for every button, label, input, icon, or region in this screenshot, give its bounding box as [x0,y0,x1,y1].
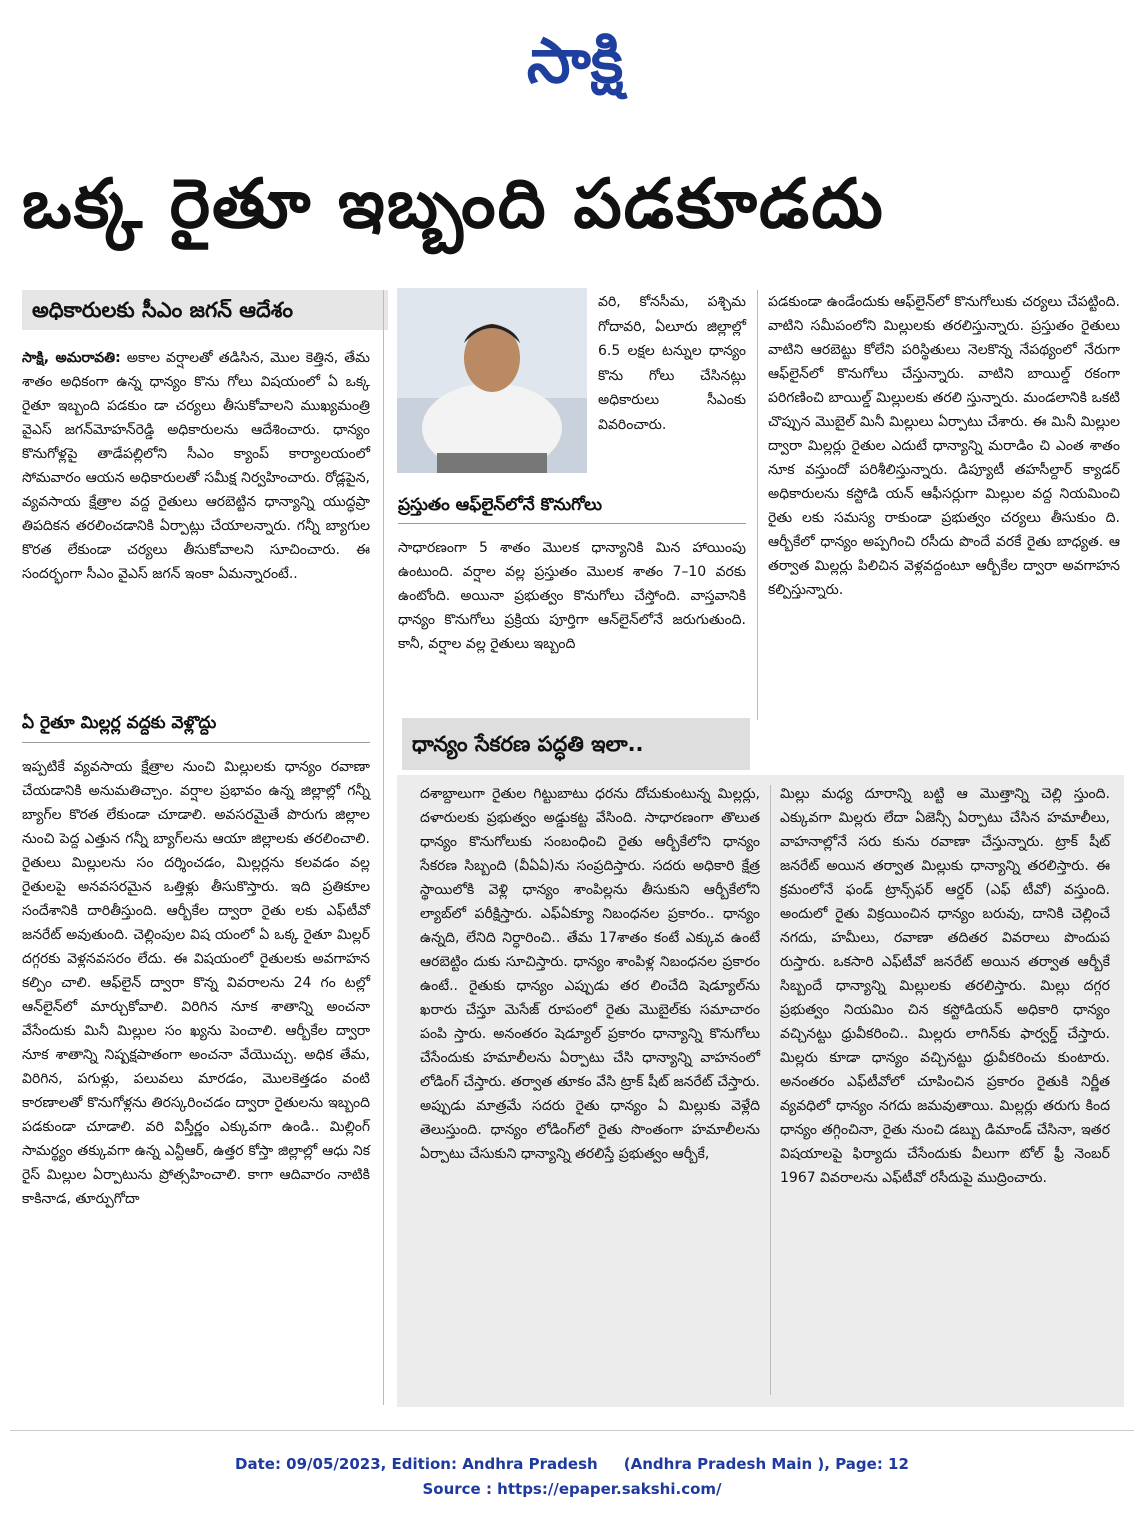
footer-source: Source : https://epaper.sakshi.com/ [422,1480,722,1498]
footer-date-edition: Date: 09/05/2023, Edition: Andhra Pradesh (Andhra Pradesh Main ), Page: 12 [235,1455,909,1473]
divider [10,1430,1134,1431]
text-beside-photo: వరి, కోనసీమ, పశ్చిమ గోదావరి, ఏలూరు జిల్లాల్లో 6.5 లక్షల టన్నుల ధాన్యం కొను గోలు చేసినట్లు అధికారులు సీఎంకు వివరించారు. [598,294,746,433]
byline: సాక్షి, అమరావతి: [22,350,121,366]
process-box-right: మిల్లు మధ్య దూరాన్ని బట్టి ఆ మొత్తాన్ని చెల్లి స్తుంది. ఎక్కువగా మిల్లరు లేదా ఏజెన్సీ ఏర్పాటు చేసిన హమాలీలు, వాహనాల్లోనే సరు కును రవాణా చేస్తున్నారు. ట్రాక్ షీట్ జనరేట్ అయిన తర్వాత మిల్లుకు ధాన్యాన్ని తరలిస్తారు. ఈ క్రమంలోనే ఫండ్ ట్రాన్స్‌ఫర్ ఆర్డర్ (ఎఫ్ టీవో) వస్తుంది. అందులో రైతు విక్రయించిన ధాన్యం బరువు, దానికి చెల్లించే నగదు, హమీలు, రవాణా తదితర వివరాలు పొందుప రుస్తారు. ఒకసారి ఎఫ్‌టీవో జనరేట్ అయిన తర్వాత ఆర్బీకే సిబ్బందే ధాన్యాన్ని మిల్లులకు తరలిస్తారు. మిల్లు దగ్గర ప్రభుత్వం నియమిం చిన కస్టోడియన్ అధికారి ధాన్యం వచ్చినట్టు ధ్రువీకరించి.. మిల్లరు లాగిన్‌కు ఫార్వర్డ్ చేస్తారు. మిల్లరు కూడా ధాన్యం వచ్చినట్టు ధ్రువీకరించు కుంటారు. అనంతరం ఎఫ్‌టీవోలో చూపించిన ప్రకారం రైతుకి నిర్ణీత వ్యవధిలో ధాన్యం నగదు జమవుతాయి. మిల్లర్లు తరుగు కింద ధాన్యం తగ్గించినా, రైతు నుంచి డబ్బు డిమాండ్ చేసినా, ఇతర విషయాలపై ఫిర్యాదు చేసేందుకు వీలుగా టోల్ ఫ్రీ నెంబర్ 1967 వివరాలను ఎఫ్‌టీవో రసీదుపై ముద్రించారు. [780,786,1110,1186]
masthead-logo [470,20,680,105]
subhead-col2: ప్రస్తుతం ఆఫ్‌లైన్‌లోనే కొనుగోలు [398,495,603,515]
masthead-text: సాక్షి [526,24,624,97]
divider [770,785,771,1395]
column-1-body: ఇప్పటికే వ్యవసాయ క్షేత్రాల నుంచి మిల్లులకు ధాన్యం రవాణా చేయడానికి అనుమతిచ్చాం. వర్షాల ప్రభావం ఉన్న జిల్లాల్లో గన్నీ బ్యాగ్‌ల కొరత లేకుండా చూడాలి. అవసరమైతే పొరుగు జిల్లాల నుంచి పెద్ద ఎత్తున గన్నీ బ్యాగ్‌లను ఆయా జిల్లాలకు తరలించాలి. రైతులు మిల్లులను సం దర్శించడం, మిల్లర్లను కలవడం వల్ల రైతులపై అనవసరమైన ఒత్తిళ్లు తీసుకొస్తారు. ఇది ప్రతికూల సందేశానికి దారితీస్తుంది. ఆర్బీకేల ద్వారా రైతు లకు ఎఫ్‌టీవో జనరేట్ అవుతుంది. చెల్లింపుల విష యంలో ఏ ఒక్క రైతూ మిల్లర్ దగ్గరకు వెళ్లనవసరం లేదు. ఈ విషయంలో రైతులకు అవగాహన కల్పిం చాలి. ఆఫ్‌లైన్ ద్వారా కొన్న వివరాలను 24 గం టల్లో ఆన్‌లైన్‌లో మార్చుకోవాలి. విరిగిన నూక శాతాన్ని అంచనా వేసేందుకు మినీ మిల్లుల సం ఖ్యను పెంచాలి. ఆర్బీకేల ద్వారా నూక శాతాన్ని నిష్పక్షపాతంగా అంచనా వేయొచ్చు. అధిక తేమ, విరిగిన, పగుళ్లు, పలువలు మారడం, మొలకెత్తడం వంటి కారణాలతో కొనుగోళ్లను తిరస్కరించడం ద్వారా రైతులను ఇబ్బంది పడకుండా చూడాలి. వరి విస్తీర్ణం ఎక్కువగా ఉండి.. మిల్లింగ్ సామర్థ్యం తక్కువగా ఉన్న ఎన్టీఆర్, ఉత్తర కోస్తా జిల్లాల్లో ఆధు నిక రైస్ మిల్లుల ఏర్పాటును ప్రోత్సహించాలి. కాగా ఆదివారం నాటికి కాకినాడ, తూర్పుగోదా [22,759,370,1207]
cm-photo [397,288,587,473]
headline: ఒక్క రైతూ ఇబ్బంది పడకూడదు [22,165,885,244]
divider [22,742,370,743]
column-3-body: పడకుండా ఉండేందుకు ఆఫ్‌లైన్‌లో కొనుగోలుకు చర్యలు చేపట్టింది. వాటిని సమీపంలోని మిల్లులకు తరలిస్తున్నారు. ప్రస్తుతం రైతులు వాటిని ఆరబెట్టు కోలేని పరిస్థితులు నెలకొన్న నేపథ్యంలో నేరుగా ఆఫ్‌లైన్‌లో కొనుగోలు చేస్తున్నారు. వాటిని బాయిల్డ్ రకంగా పరిగణించి బాయిల్డ్ మిల్లులకు తరలి స్తున్నారు. మండలానికి ఒకటి చొప్పున మొబైల్ మినీ మిల్లులు ఏర్పాటు చేశారు. ఈ మినీ మిల్లుల ద్వారా మిల్లర్లు రైతుల ఎదుటే ధాన్యాన్ని మరాడిం చి ఎంత శాతం నూక వస్తుందో పరిశీలిస్తున్నారు. డిప్యూటీ తహసీల్దార్ క్యాడర్ అధికారులను కస్టోడి యన్ ఆఫీసర్లుగా మిల్లుల వద్ద నియమించి రైతు లకు సమస్య రాకుండా ప్రభుత్వం చర్యలు తీసుకుం ది. ఆర్బీకేలో ధాన్యం అప్పగించి రసీదు పొందే వరకే రైతు బాధ్యత. ఆ తర్వాత మిల్లర్లు పిలిచిన వెళ్లవద్దంటూ ఆర్బీకేల ద్వారా అవగాహన కల్పిస్తున్నారు. [768,294,1120,598]
process-box-left: దశాబ్దాలుగా రైతుల గిట్టుబాటు ధరను దోచుకుంటున్న మిల్లర్లు, దళారులకు ప్రభుత్వం అడ్డుకట్ట వేసింది. సాధారణంగా తొలుత ధాన్యం కొనుగోలుకు సంబంధించి రైతు ఆర్బీకేలోని ధాన్యం సేకరణ సిబ్బంది (వీఏఏ)ను సంప్రదిస్తారు. సదరు అధికారి క్షేత్ర స్థాయిలోకి వెళ్లి ధాన్యం శాంపిల్లను తీసుకుని ఆర్బీకేలోని ల్యాబ్‌లో పరీక్షిస్తారు. ఎఫ్‌ఏక్యూ నిబంధనల ప్రకారం.. ధాన్యం ఉన్నది, లేనిది నిర్ధారించి.. తేమ 17శాతం కంటే ఎక్కువ ఉంటే ఆరబెట్టిం దుకు సూచిస్తారు. ధాన్యం శాంపిళ్ల నిబంధనల ప్రకారం ఉంటే.. రైతుకు ధాన్యం ఎప్పుడు తర లించేది షెడ్యూల్‌ను ఖరారు చేస్తూ మెసేజ్ రూపంలో రైతు మొబైల్‌కు సమాచారం పంపి స్తారు. అనంతరం షెడ్యూల్ ప్రకారం ధాన్యాన్ని కొనుగోలు చేసేందుకు హమాలీలను ఏర్పాటు చేసి ధాన్యాన్ని వాహనంలో లోడింగ్ చేస్తారు. తర్వాత తూకం వేసి ట్రాక్ షీట్ జనరేట్ చేస్తారు. అప్పుడు మాత్రమే సదరు రైతు ధాన్యం ఏ మిల్లుకు వెళ్లేది తెలుస్తుంది. ధాన్యం లోడింగ్‌లో రైతు సొంతంగా హమాలీలను ఏర్పాటు చేసుకుని ధాన్యాన్ని తరలిస్తే ప్రభుత్వం ఆర్బీకే, [420,786,760,1162]
column-2-body: సాధారణంగా 5 శాతం మొలక ధాన్యానికి మిన హాయింపు ఉంటుంది. వర్షాల వల్ల ప్రస్తుతం మొలక శాతం 7–10 వరకు ఉంటోంది. అయినా ప్రభుత్వం కొనుగోలు చేస్తోంది. వాస్తవానికి ధాన్యం కొనుగోలు ప్రక్రియ పూర్తిగా ఆన్‌లైన్‌లోనే జరుగుతుంది. కానీ, వర్షాల వల్ల రైతులు ఇబ్బంది [398,540,746,652]
kicker: అధికారులకు సీఎం జగన్ ఆదేశం [22,290,388,330]
lead-paragraph: అకాల వర్షాలతో తడిసిన, మొల కెత్తిన, తేమ శాతం అధికంగా ఉన్న ధాన్యం కొను గోలు విషయంలో ఏ ఒక్క రైతూ ఇబ్బంది పడకుం డా చర్యలు తీసుకోవాలని ముఖ్యమంత్రి వైఎస్ జగన్‌మోహన్‌రెడ్డి అధికారులను ఆదేశించారు. ధాన్యం కొనుగోళ్లపై తాడేపల్లిలోని సీఎం క్యాంప్ కార్యాలయంలో సోమవారం ఆయన అధికారులతో సమీక్ష నిర్వహించారు. రోడ్లపైన, వ్యవసాయ క్షేత్రాల వద్ద రైతులు ఆరబెట్టిన ధాన్యాన్ని యుద్ధప్రా తిపదికన తరలించడానికి ఏర్పాట్లు చేయాలన్నారు. గన్నీ బ్యాగుల కొరత లేకుండా చర్యలు తీసుకోవాలని సూచించారు. ఈ సందర్భంగా సీఎం వైఎస్ జగన్ ఇంకా ఏమన్నారంటే.. [22,350,370,582]
divider [757,290,758,720]
footer [0,1452,1144,1502]
process-box-title: ధాన్యం సేకరణ పద్ధతి ఇలా.. [402,718,750,770]
divider [383,290,384,1405]
column-1-lead [22,346,370,586]
divider [398,523,746,524]
subhead-col1: ఏ రైతూ మిల్లర్ల వద్దకు వెళ్లొద్దు [22,713,217,733]
